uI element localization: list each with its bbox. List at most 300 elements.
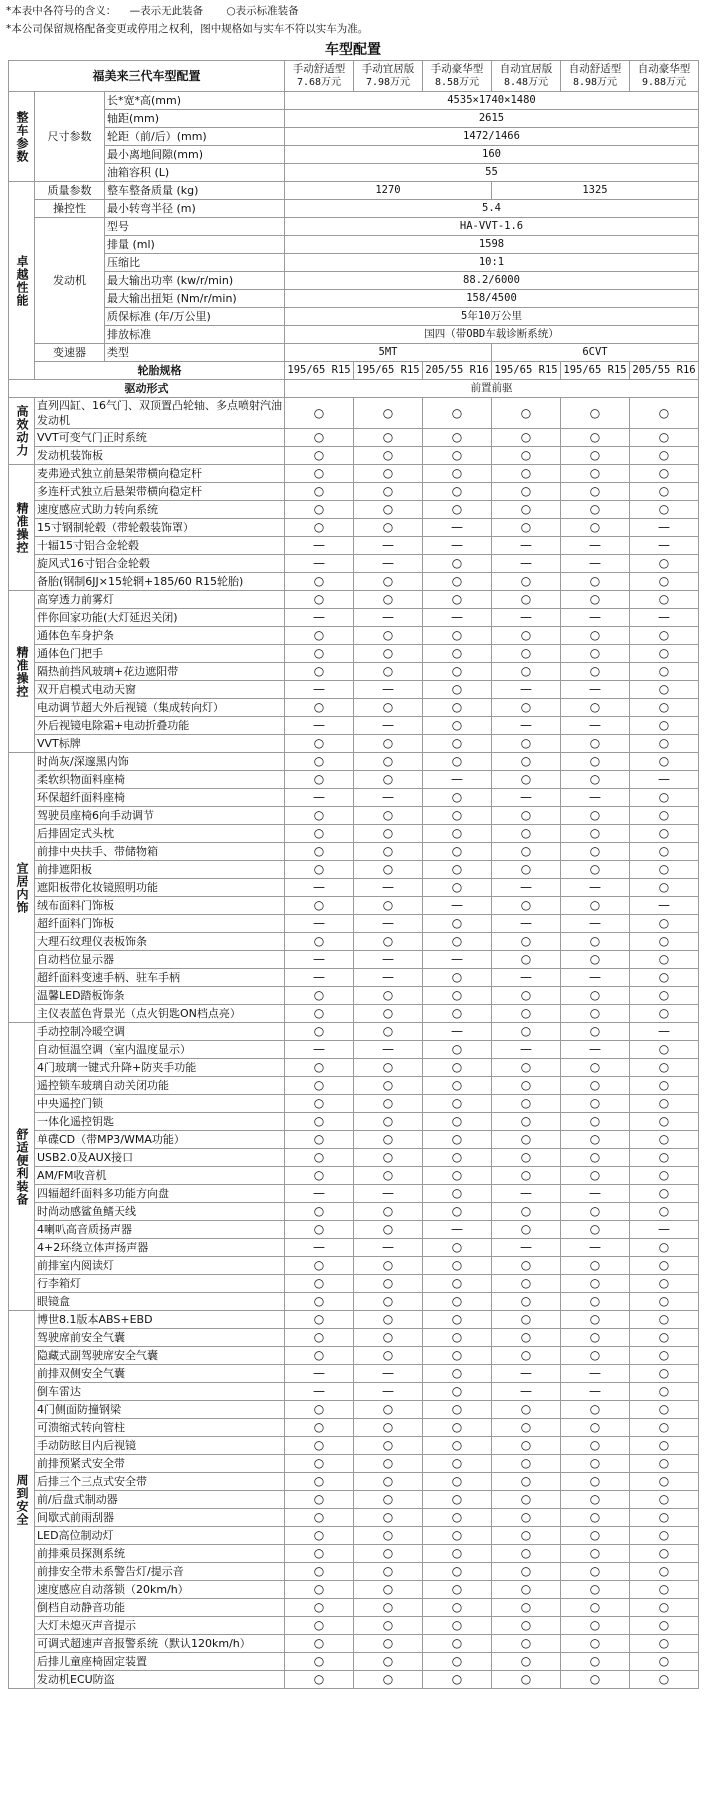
standard-mark: ○ (630, 1293, 699, 1311)
feature-row (9, 915, 699, 933)
spec-value: 5MT (285, 344, 492, 362)
standard-mark: ○ (561, 1473, 630, 1491)
standard-mark: ○ (492, 1635, 561, 1653)
standard-mark: ○ (630, 717, 699, 735)
feature-category: 高效动力 (9, 398, 35, 465)
standard-mark: ○ (285, 987, 354, 1005)
none-mark: — (492, 879, 561, 897)
none-mark: — (492, 969, 561, 987)
feature-row (9, 771, 699, 789)
standard-mark: ○ (561, 753, 630, 771)
spec-row (9, 272, 699, 290)
feature-row (9, 1473, 699, 1491)
standard-mark: ○ (285, 1167, 354, 1185)
standard-mark: ○ (561, 1293, 630, 1311)
standard-mark: ○ (492, 1131, 561, 1149)
standard-mark: ○ (423, 645, 492, 663)
feature-row (9, 681, 699, 699)
standard-mark: ○ (285, 1419, 354, 1437)
standard-mark: ○ (630, 1509, 699, 1527)
standard-mark: ○ (561, 1419, 630, 1437)
standard-mark: ○ (285, 1617, 354, 1635)
standard-mark: ○ (630, 1419, 699, 1437)
feature-row (9, 1545, 699, 1563)
standard-mark: ○ (561, 447, 630, 465)
feature-row (9, 1131, 699, 1149)
standard-mark: ○ (423, 429, 492, 447)
feature-row (9, 969, 699, 987)
standard-mark: ○ (561, 1257, 630, 1275)
standard-mark: ○ (423, 1473, 492, 1491)
standard-mark: ○ (423, 1455, 492, 1473)
feature-label: 时尚动感鲨鱼鳍天线 (35, 1203, 285, 1221)
standard-mark: ○ (492, 1221, 561, 1239)
none-mark: — (561, 717, 630, 735)
standard-mark: ○ (354, 1617, 423, 1635)
spec-value: 1472/1466 (285, 128, 699, 146)
feature-category: 精准操控 (9, 591, 35, 753)
feature-label: 环保超纤面料座椅 (35, 789, 285, 807)
feature-row (9, 1437, 699, 1455)
standard-mark: ○ (492, 1149, 561, 1167)
standard-mark: ○ (423, 807, 492, 825)
feature-label: 大灯未熄灭声音提示 (35, 1617, 285, 1635)
standard-mark: ○ (630, 1455, 699, 1473)
standard-mark: ○ (354, 447, 423, 465)
feature-category: 舒适便利装备 (9, 1023, 35, 1311)
standard-mark: ○ (285, 591, 354, 609)
feature-row (9, 987, 699, 1005)
standard-mark: ○ (630, 645, 699, 663)
spec-label: 最小转弯半径 (m) (105, 200, 285, 218)
standard-mark: ○ (492, 1473, 561, 1491)
standard-mark: ○ (285, 1149, 354, 1167)
feature-label: 后排固定式头枕 (35, 825, 285, 843)
standard-mark: ○ (423, 1617, 492, 1635)
category-body: 整车参数 (9, 92, 35, 182)
sub-size: 尺寸参数 (35, 92, 105, 182)
feature-label: 速度感应自动落锁（20km/h） (35, 1581, 285, 1599)
standard-mark: ○ (630, 1527, 699, 1545)
page-title: 车型配置 (325, 42, 381, 58)
feature-row (9, 1581, 699, 1599)
none-mark: — (492, 915, 561, 933)
standard-mark: ○ (630, 398, 699, 429)
feature-row (9, 1185, 699, 1203)
standard-mark: ○ (561, 1455, 630, 1473)
none-mark: — (423, 1221, 492, 1239)
standard-mark: ○ (492, 807, 561, 825)
standard-mark: ○ (561, 1581, 630, 1599)
standard-mark: ○ (285, 861, 354, 879)
spec-row (9, 128, 699, 146)
standard-mark: ○ (630, 987, 699, 1005)
feature-row (9, 1401, 699, 1419)
standard-mark: ○ (630, 969, 699, 987)
spec-label: 质保标准 (年/万公里) (105, 308, 285, 326)
spec-label: 整车整备质量 (kg) (105, 182, 285, 200)
standard-mark: ○ (354, 861, 423, 879)
none-mark: — (492, 537, 561, 555)
spec-row (9, 92, 699, 110)
standard-mark: ○ (354, 1437, 423, 1455)
standard-mark: ○ (354, 1347, 423, 1365)
none-mark: — (492, 789, 561, 807)
standard-mark: ○ (285, 447, 354, 465)
standard-mark: ○ (561, 1023, 630, 1041)
standard-mark: ○ (492, 1005, 561, 1023)
feature-label: 直列四缸、16气门、双顶置凸轮轴、多点喷射汽油发动机 (35, 398, 285, 429)
standard-mark: ○ (423, 1311, 492, 1329)
standard-mark: ○ (492, 699, 561, 717)
legend-notes (0, 0, 706, 40)
standard-mark: ○ (630, 1257, 699, 1275)
standard-mark: ○ (492, 627, 561, 645)
standard-mark: ○ (561, 1617, 630, 1635)
standard-mark: ○ (630, 879, 699, 897)
standard-mark: ○ (285, 1635, 354, 1653)
standard-mark: ○ (630, 1131, 699, 1149)
standard-mark: ○ (354, 501, 423, 519)
model-header: 手动宜居版 7.98万元 (354, 61, 423, 92)
none-mark: — (561, 879, 630, 897)
standard-mark: ○ (630, 573, 699, 591)
none-mark: — (285, 1383, 354, 1401)
feature-row (9, 1599, 699, 1617)
feature-label: 发动机装饰板 (35, 447, 285, 465)
standard-mark: ○ (423, 1149, 492, 1167)
standard-mark: ○ (492, 1257, 561, 1275)
standard-mark: ○ (561, 987, 630, 1005)
standard-mark: ○ (630, 447, 699, 465)
standard-mark: ○ (561, 483, 630, 501)
feature-label: 温馨LED踏板饰条 (35, 987, 285, 1005)
none-mark: — (492, 1041, 561, 1059)
feature-row (9, 789, 699, 807)
standard-mark: ○ (423, 1005, 492, 1023)
feature-label: 时尚灰/深邃黑内饰 (35, 753, 285, 771)
none-mark: — (354, 1041, 423, 1059)
standard-mark: ○ (354, 1509, 423, 1527)
none-mark: — (561, 969, 630, 987)
legend-circle: ○表示标准装备 (226, 5, 299, 17)
none-mark: — (285, 1239, 354, 1257)
standard-mark: ○ (423, 555, 492, 573)
feature-row (9, 843, 699, 861)
none-mark: — (423, 609, 492, 627)
standard-mark: ○ (630, 843, 699, 861)
standard-mark: ○ (561, 1311, 630, 1329)
standard-mark: ○ (423, 591, 492, 609)
none-mark: — (285, 1185, 354, 1203)
standard-mark: ○ (561, 1005, 630, 1023)
feature-row (9, 645, 699, 663)
feature-row (9, 1005, 699, 1023)
standard-mark: ○ (492, 1311, 561, 1329)
standard-mark: ○ (354, 1671, 423, 1689)
spec-value: 55 (285, 164, 699, 182)
standard-mark: ○ (492, 1671, 561, 1689)
feature-label: 速度感应式助力转向系统 (35, 501, 285, 519)
standard-mark: ○ (285, 1581, 354, 1599)
standard-mark: ○ (492, 429, 561, 447)
feature-row (9, 1671, 699, 1689)
none-mark: — (285, 555, 354, 573)
standard-mark: ○ (630, 681, 699, 699)
standard-mark: ○ (354, 753, 423, 771)
standard-mark: ○ (354, 1653, 423, 1671)
standard-mark: ○ (354, 573, 423, 591)
feature-row (9, 591, 699, 609)
standard-mark: ○ (492, 1023, 561, 1041)
standard-mark: ○ (423, 627, 492, 645)
standard-mark: ○ (630, 501, 699, 519)
feature-label: 驾驶席前安全气囊 (35, 1329, 285, 1347)
standard-mark: ○ (423, 1437, 492, 1455)
feature-row (9, 825, 699, 843)
feature-label: 高穿透力前雾灯 (35, 591, 285, 609)
none-mark: — (354, 1383, 423, 1401)
none-mark: — (354, 717, 423, 735)
none-mark: — (492, 1383, 561, 1401)
standard-mark: ○ (561, 1131, 630, 1149)
standard-mark: ○ (630, 1653, 699, 1671)
feature-row (9, 1167, 699, 1185)
standard-mark: ○ (630, 1383, 699, 1401)
standard-mark: ○ (630, 555, 699, 573)
standard-mark: ○ (423, 1491, 492, 1509)
spec-value: 国四（带OBD车载诊断系统） (285, 326, 699, 344)
spec-value: 160 (285, 146, 699, 164)
feature-label: 后排三个三点式安全带 (35, 1473, 285, 1491)
standard-mark: ○ (354, 1077, 423, 1095)
feature-label: 中央遥控门锁 (35, 1095, 285, 1113)
standard-mark: ○ (354, 1581, 423, 1599)
standard-mark: ○ (630, 483, 699, 501)
standard-mark: ○ (285, 825, 354, 843)
standard-mark: ○ (630, 825, 699, 843)
spec-label: 最大输出扭矩 (Nm/r/min) (105, 290, 285, 308)
standard-mark: ○ (561, 627, 630, 645)
standard-mark: ○ (561, 735, 630, 753)
feature-label: 前排安全带未系警告灯/提示音 (35, 1563, 285, 1581)
standard-mark: ○ (423, 1095, 492, 1113)
standard-mark: ○ (630, 1203, 699, 1221)
feature-label: 遮阳板带化妆镜照明功能 (35, 879, 285, 897)
standard-mark: ○ (492, 465, 561, 483)
none-mark: — (561, 681, 630, 699)
standard-mark: ○ (561, 1563, 630, 1581)
feature-label: 自动档位显示器 (35, 951, 285, 969)
standard-mark: ○ (561, 429, 630, 447)
standard-mark: ○ (492, 1077, 561, 1095)
spec-label: 油箱容积 (L) (105, 164, 285, 182)
standard-mark: ○ (285, 1473, 354, 1491)
standard-mark: ○ (492, 1545, 561, 1563)
standard-mark: ○ (492, 1275, 561, 1293)
feature-row (9, 1149, 699, 1167)
feature-label: 4门侧面防撞钢梁 (35, 1401, 285, 1419)
standard-mark: ○ (492, 1095, 561, 1113)
standard-mark: ○ (492, 1509, 561, 1527)
spec-row (9, 146, 699, 164)
standard-mark: ○ (492, 447, 561, 465)
tire-value: 205/55 R16 (630, 362, 699, 380)
feature-row (9, 1365, 699, 1383)
feature-row (9, 753, 699, 771)
none-mark: — (492, 681, 561, 699)
none-mark: — (630, 609, 699, 627)
standard-mark: ○ (630, 789, 699, 807)
feature-label: 超纤面料门饰板 (35, 915, 285, 933)
spec-value: 4535×1740×1480 (285, 92, 699, 110)
spec-row (9, 218, 699, 236)
spec-row (9, 254, 699, 272)
standard-mark: ○ (561, 951, 630, 969)
standard-mark: ○ (630, 1113, 699, 1131)
feature-label: 电动调节超大外后视镜（集成转向灯） (35, 699, 285, 717)
feature-label: 前排室内阅读灯 (35, 1257, 285, 1275)
standard-mark: ○ (354, 1221, 423, 1239)
standard-mark: ○ (423, 1599, 492, 1617)
standard-mark: ○ (492, 1617, 561, 1635)
standard-mark: ○ (285, 843, 354, 861)
standard-mark: ○ (561, 573, 630, 591)
spec-label: 类型 (105, 344, 285, 362)
feature-row (9, 483, 699, 501)
standard-mark: ○ (630, 1077, 699, 1095)
standard-mark: ○ (423, 1545, 492, 1563)
feature-row (9, 1041, 699, 1059)
feature-row (9, 1653, 699, 1671)
spec-label: 最小离地间隙(mm) (105, 146, 285, 164)
standard-mark: ○ (354, 1455, 423, 1473)
none-mark: — (561, 609, 630, 627)
standard-mark: ○ (354, 1545, 423, 1563)
none-mark: — (423, 951, 492, 969)
standard-mark: ○ (492, 501, 561, 519)
none-mark: — (354, 951, 423, 969)
standard-mark: ○ (423, 1401, 492, 1419)
standard-mark: ○ (492, 573, 561, 591)
standard-mark: ○ (285, 398, 354, 429)
none-mark: — (285, 789, 354, 807)
standard-mark: ○ (423, 1059, 492, 1077)
spec-label: 排放标准 (105, 326, 285, 344)
feature-row (9, 1095, 699, 1113)
standard-mark: ○ (285, 771, 354, 789)
feature-label: 外后视镜电除霜+电动折叠功能 (35, 717, 285, 735)
standard-mark: ○ (561, 825, 630, 843)
sub-mass: 质量参数 (35, 182, 105, 200)
spec-value: 2615 (285, 110, 699, 128)
feature-row (9, 1059, 699, 1077)
none-mark: — (561, 1383, 630, 1401)
standard-mark: ○ (561, 663, 630, 681)
standard-mark: ○ (285, 1203, 354, 1221)
feature-label: 前排乘员探测系统 (35, 1545, 285, 1563)
standard-mark: ○ (630, 1473, 699, 1491)
feature-row (9, 1329, 699, 1347)
standard-mark: ○ (492, 591, 561, 609)
feature-label: 大理石纹理仪表板饰条 (35, 933, 285, 951)
spec-value: 10:1 (285, 254, 699, 272)
standard-mark: ○ (561, 771, 630, 789)
standard-mark: ○ (423, 1257, 492, 1275)
standard-mark: ○ (561, 933, 630, 951)
standard-mark: ○ (285, 699, 354, 717)
standard-mark: ○ (492, 1581, 561, 1599)
standard-mark: ○ (285, 1221, 354, 1239)
standard-mark: ○ (561, 591, 630, 609)
spec-row (9, 344, 699, 362)
feature-row (9, 1221, 699, 1239)
standard-mark: ○ (285, 465, 354, 483)
none-mark: — (354, 555, 423, 573)
spec-value: 158/4500 (285, 290, 699, 308)
none-mark: — (285, 681, 354, 699)
standard-mark: ○ (630, 1059, 699, 1077)
feature-label: 博世8.1版本ABS+EBD (35, 1311, 285, 1329)
standard-mark: ○ (354, 933, 423, 951)
none-mark: — (561, 915, 630, 933)
standard-mark: ○ (630, 1563, 699, 1581)
standard-mark: ○ (354, 1491, 423, 1509)
standard-mark: ○ (285, 1563, 354, 1581)
standard-mark: ○ (285, 573, 354, 591)
standard-mark: ○ (561, 501, 630, 519)
standard-mark: ○ (492, 825, 561, 843)
standard-mark: ○ (354, 771, 423, 789)
feature-label: 自动恒温空调（室内温度显示） (35, 1041, 285, 1059)
spec-value: 88.2/6000 (285, 272, 699, 290)
feature-row (9, 447, 699, 465)
none-mark: — (492, 1185, 561, 1203)
feature-row (9, 1635, 699, 1653)
feature-label: 行李箱灯 (35, 1275, 285, 1293)
none-mark: — (285, 915, 354, 933)
none-mark: — (561, 789, 630, 807)
spec-label: 型号 (105, 218, 285, 236)
none-mark: — (285, 879, 354, 897)
feature-label: 倒档自动静音功能 (35, 1599, 285, 1617)
feature-row (9, 1419, 699, 1437)
standard-mark: ○ (423, 573, 492, 591)
standard-mark: ○ (285, 1131, 354, 1149)
standard-mark: ○ (561, 1437, 630, 1455)
feature-label: USB2.0及AUX接口 (35, 1149, 285, 1167)
none-mark: — (354, 789, 423, 807)
standard-mark: ○ (630, 699, 699, 717)
model-header: 自动豪华型 9.88万元 (630, 61, 699, 92)
standard-mark: ○ (354, 1401, 423, 1419)
tire-value: 205/55 R16 (423, 362, 492, 380)
standard-mark: ○ (285, 1599, 354, 1617)
spec-row (9, 290, 699, 308)
feature-row (9, 1113, 699, 1131)
standard-mark: ○ (492, 1563, 561, 1581)
standard-mark: ○ (630, 1167, 699, 1185)
standard-mark: ○ (630, 1671, 699, 1689)
standard-mark: ○ (561, 1113, 630, 1131)
standard-mark: ○ (285, 483, 354, 501)
standard-mark: ○ (354, 699, 423, 717)
spec-row (9, 182, 699, 200)
standard-mark: ○ (354, 1059, 423, 1077)
model-header: 手动豪华型 8.58万元 (423, 61, 492, 92)
standard-mark: ○ (630, 1365, 699, 1383)
standard-mark: ○ (423, 681, 492, 699)
